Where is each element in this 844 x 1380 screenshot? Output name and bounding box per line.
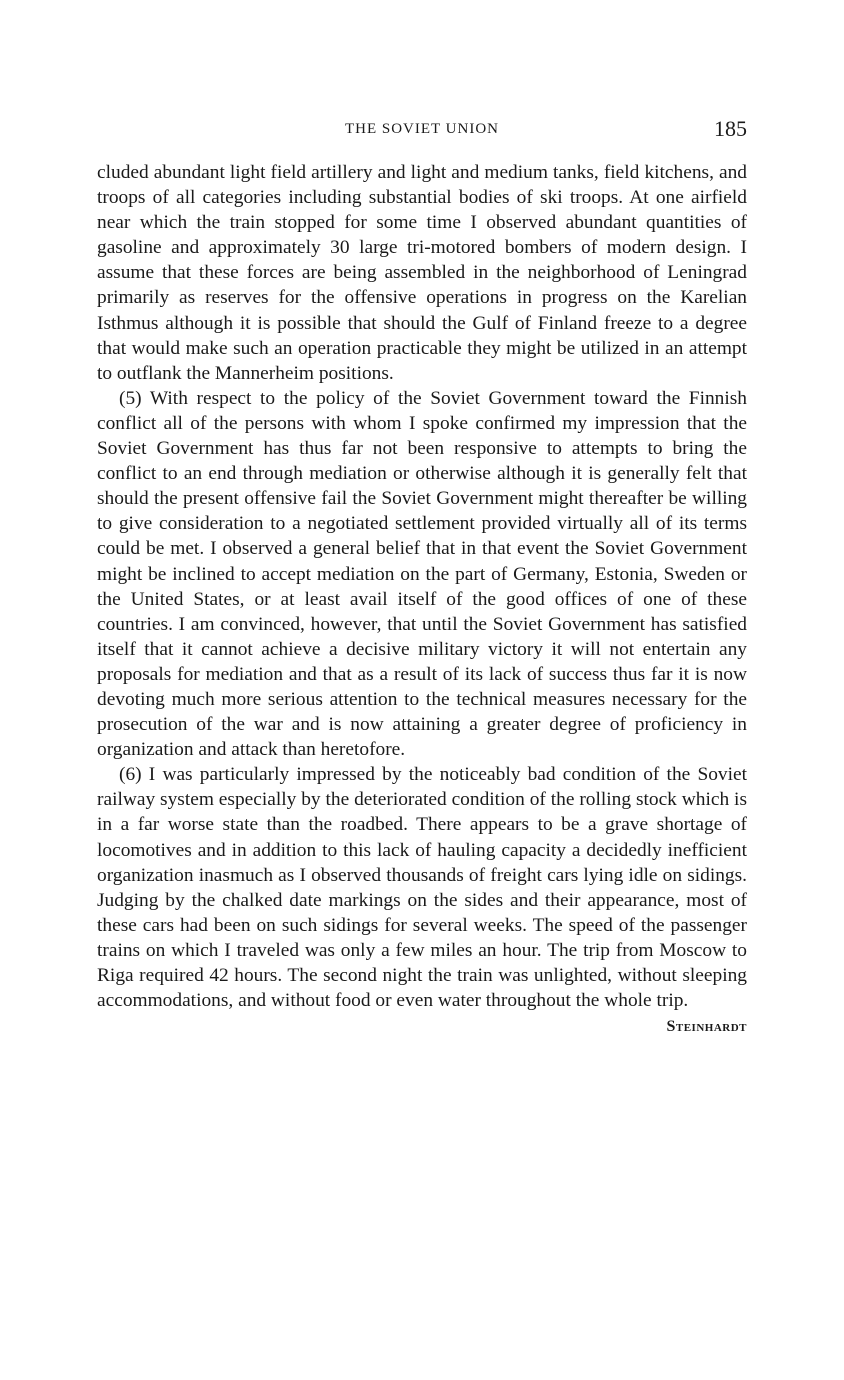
page-number: 185 — [714, 116, 747, 141]
running-title: THE SOVIET UNION — [344, 121, 500, 137]
document-page — [97, 112, 747, 1039]
running-header — [97, 112, 747, 150]
paragraph-continued: cluded abundant light field artillery and light and medium tanks, field kitchens, and troops of all categories including substantial bodies of ski troops. At one airfield near which the train stopped for some time I observed abundant quantities of gasoline and approximately 30 large tri-motored bombers of modern design. I assume that these forces are being assembled in the neighborhood of Leningrad primarily as reserves for the offensive operations in progress on the Karelian Isthmus although it is possible that should the Gulf of Finland freeze to a degree that would make such an operation practicable they might be utilized in an attempt to outflank the Mannerheim positions. — [97, 162, 747, 384]
paragraph-5: (5) With respect to the policy of the Soviet Government toward the Finnish conflict all of the persons with whom I spoke confirmed my impression that the Soviet Government has thus far not been responsive to attempts to bring the conflict to an end through mediation or otherwise although it is generally felt that should the present offensive fail the Soviet Government might thereafter be willing to give consideration to a negotiated settlement provided virtually all of its terms could be met. I observed a general belief that in that event the Soviet Government might be inclined to accept mediation on the part of Germany, Estonia, Sweden or the United States, or at least avail itself of the good offices of one of these countries. I am convinced, however, that until the Soviet Government has satisfied itself that it cannot achieve a decisive military victory it will not entertain any proposals for mediation and that as a result of its lack of success thus far it is now devoting much more serious attention to the technical measures necessary for the prosecution of the war and is now attaining a greater degree of proficiency in organization and attack than heretofore. — [97, 387, 747, 761]
signature: Steinhardt — [666, 1018, 747, 1036]
paragraph-6: (6) I was particularly impressed by the noticeably bad condition of the Soviet railway system especially by the deteriorated condition of the rolling stock which is in a far worse state than the roadbed. There appears to be a grave shortage of locomotives and in addition to this lack of hauling capacity a decidedly inefficient organization inasmuch as I observed thousands of freight cars lying idle on sidings. Judging by the chalked date markings on the sides and their appearance, most of these cars had been on such sidings for several weeks. The speed of the passenger trains on which I traveled was only a few miles an hour. The trip from Moscow to Riga required 42 hours. The second night the train was unlighted, without sleeping accommodations, and without food or even water throughout the whole trip. — [97, 764, 747, 1012]
body-text — [97, 160, 747, 1013]
